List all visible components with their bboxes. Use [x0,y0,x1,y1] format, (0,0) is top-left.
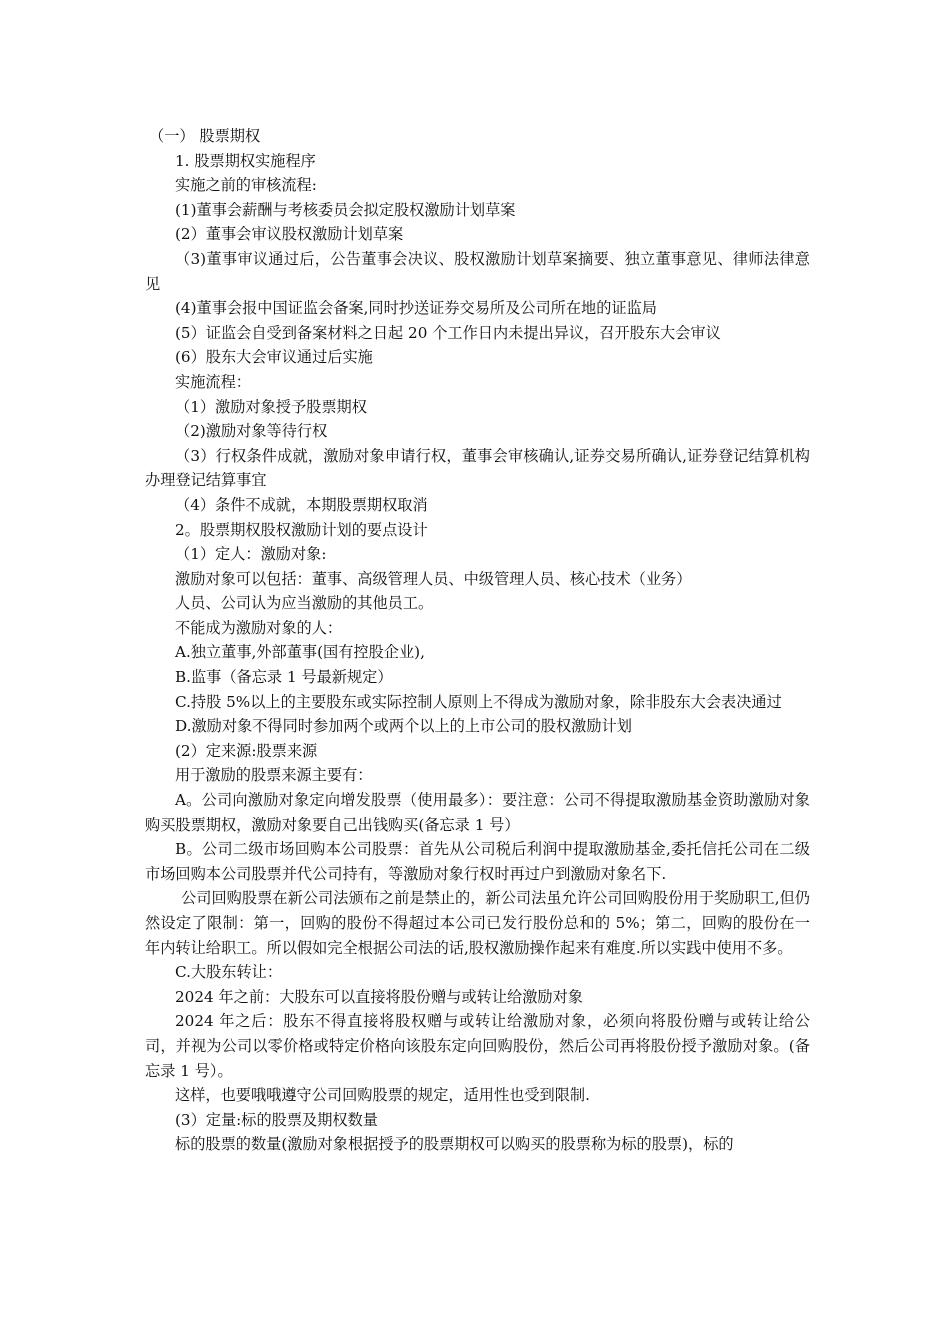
paragraph: A.独立董事,外部董事(国有控股企业), [175,643,425,662]
paragraph: (2）董事会审议股权激励计划草案 [175,225,404,244]
paragraph: (4)董事会报中国证监会备案,同时抄送证券交易所及公司所在地的证监局 [175,299,657,318]
paragraph: (1)董事会薪酬与考核委员会拟定股权激励计划草案 [175,200,516,219]
paragraph: 公司回购股票在新公司法颁布之前是禁止的，新公司法虽允许公司回购股份用于奖励职工,但仍然设定了限制：第一，回购的股份不得超过本公司已发行股份总和的 5%；第二，回购的股份在一年内转让给职工。所以假如完全根据公司法的话,股权激励操作起来有难度.所以实践中使用不多。 [145,889,810,957]
paragraph: B。公司二级市场回购本公司股票：首先从公司税后利润中提取激励基金,委托信托公司在二级市场回购本公司股票并代公司持有，等激励对象行权时再过户到激励对象名下. [145,840,810,883]
paragraph: 用于激励的股票来源主要有： [175,766,373,785]
paragraph: 2024 年之前：大股东可以直接将股份赠与或转让给激励对象 [175,987,583,1006]
paragraph: A。公司向激励对象定向增发股票（使用最多）：要注意：公司不得提取激励基金资助激励对象购买股票期权，激励对象要自己出钱购买(备忘录 1 号） [145,791,810,834]
paragraph: 激励对象可以包括：董事、高级管理人员、中级管理人员、核心技术（业务） [175,569,692,588]
paragraph: (3）定量:标的股票及期权数量 [175,1110,378,1129]
paragraph: 标的股票的数量(激励对象根据授予的股票期权可以购买的股票称为标的股票)，标的 [175,1135,734,1154]
paragraph: B.监事（备忘录 1 号最新规定） [175,668,393,687]
paragraph: (6）股东大会审议通过后实施 [175,348,373,367]
paragraph: 人员、公司认为应当激励的其他员工。 [175,594,434,613]
subsection-heading: 1. 股票期权实施程序 [175,151,316,170]
paragraph: (2）定来源:股票来源 [175,741,318,760]
paragraph: C.持股 5%以上的主要股东或实际控制人原则上不得成为激励对象，除非股东大会表决通过 [175,692,782,711]
paragraph: 实施流程： [175,372,251,391]
paragraph: （4）条件不成就，本期股票期权取消 [175,495,428,514]
paragraph: (5）证监会自受到备案材料之日起 20 个工作日内未提出异议，召开股东大会审议 [175,323,721,342]
paragraph: C.大股东转让： [175,963,283,982]
paragraph: 不能成为激励对象的人： [175,618,343,637]
paragraph: 2024 年之后：股东不得直接将股权赠与或转让给激励对象，必须向将股份赠与或转让给公司，并视为公司以零价格或特定价格向该股东定向回购股份，然后公司再将股份授予激励对象。(备忘录 1 号）。 [145,1012,810,1080]
paragraph: （1）激励对象授予股票期权 [175,397,367,416]
paragraph: （3）行权条件成就，激励对象申请行权，董事会审核确认,证券交易所确认,证券登记结算机构办理登记结算事宜 [145,446,810,490]
paragraph: （3)董事审议通过后，公告董事会决议、股权激励计划草案摘要、独立董事意见、律师法律意见 [145,249,810,293]
paragraph: 实施之前的审核流程: [175,176,317,195]
document-page [145,124,810,1157]
paragraph: 这样，也要哦哦遵守公司回购股票的规定，适用性也受到限制. [175,1086,590,1105]
section-heading: （一） 股票期权 [149,127,261,145]
paragraph: （2)激励对象等待行权 [175,422,328,441]
subsection-heading: 2。股票期权股权激励计划的要点设计 [175,520,428,539]
paragraph: D.激励对象不得同时参加两个或两个以上的上市公司的股权激励计划 [175,717,632,736]
paragraph: （1）定人：激励对象: [175,545,327,564]
